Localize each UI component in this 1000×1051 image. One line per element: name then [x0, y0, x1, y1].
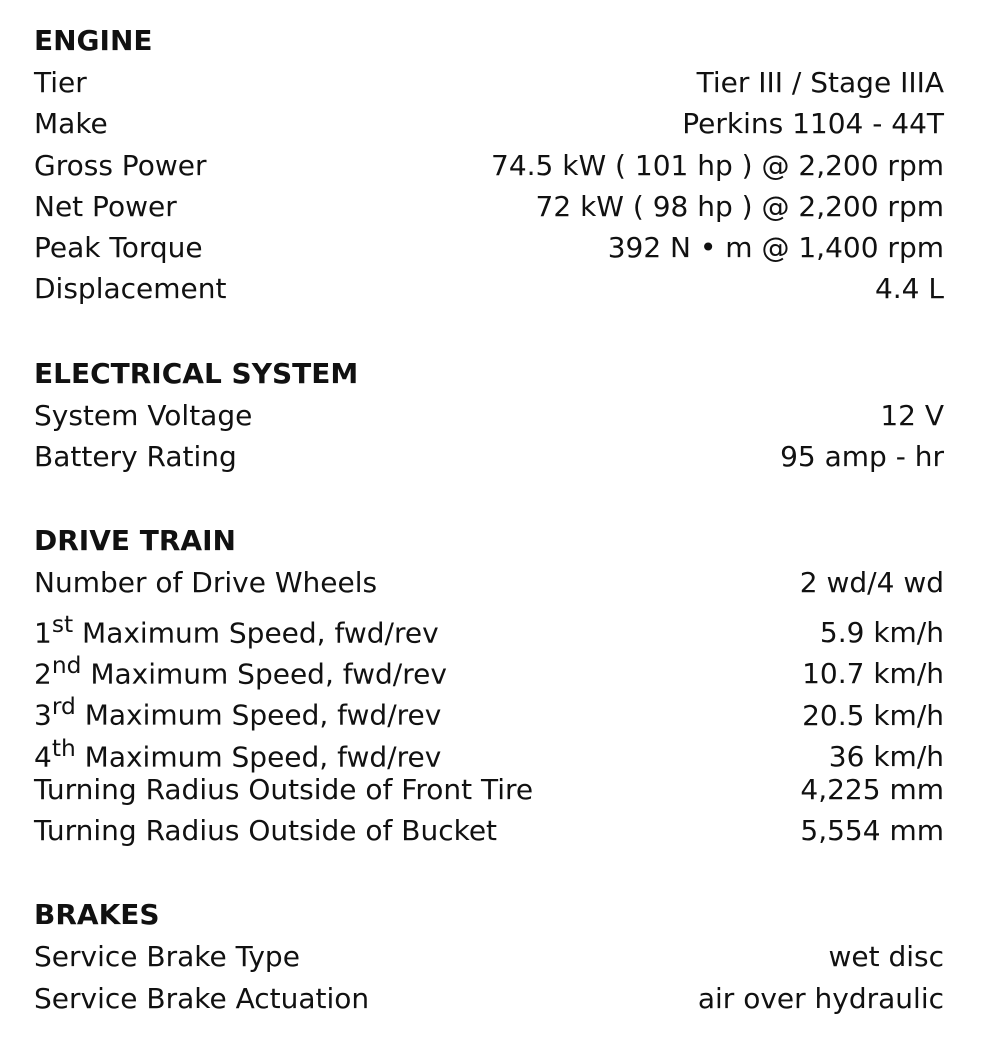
spec-label: System Voltage	[34, 398, 253, 432]
spec-label-text: Maximum Speed, fwd/rev	[81, 657, 447, 691]
spec-row	[34, 436, 944, 477]
spec-label-text: Maximum Speed, fwd/rev	[73, 616, 439, 649]
ordinal-number: 2	[34, 657, 52, 691]
spec-row	[34, 645, 944, 691]
spec-value: wet disc	[828, 940, 944, 974]
section-brakes	[34, 894, 944, 1019]
spec-label: Service Brake Actuation	[34, 981, 370, 1015]
ordinal-suffix: nd	[51, 650, 82, 679]
ordinal-number: 1	[34, 616, 52, 649]
spec-row	[34, 62, 944, 103]
section-title: DRIVE TRAIN	[34, 524, 236, 558]
section-title: ENGINE	[34, 24, 153, 57]
spec-value: 36 km/h	[828, 739, 944, 773]
spec-label-text: Maximum Speed, fwd/rev	[75, 698, 442, 732]
spec-value: 2 wd/4 wd	[799, 566, 944, 600]
ordinal-suffix: rd	[51, 692, 76, 721]
spec-value: air over hydraulic	[697, 981, 944, 1015]
spec-value: Tier III / Stage IIIA	[696, 66, 944, 99]
spec-value: Perkins 1104 - 44T	[682, 107, 944, 141]
spec-label: Number of Drive Wheels	[34, 566, 378, 600]
spec-label: Turning Radius Outside of Bucket	[34, 814, 498, 848]
spec-label: Gross Power	[34, 148, 207, 182]
ordinal-suffix: th	[51, 733, 76, 762]
spec-label: Peak Torque	[34, 231, 203, 265]
spec-row	[34, 978, 944, 1019]
spec-row	[34, 936, 944, 977]
spec-value: 74.5 kW ( 101 hp ) @ 2,200 rpm	[491, 148, 944, 182]
spec-value: 4.4 L	[874, 272, 944, 306]
spec-row	[34, 268, 944, 309]
spec-label: Make	[34, 107, 108, 141]
spec-label: Battery Rating	[34, 440, 237, 474]
spec-value: 5.9 km/h	[819, 616, 944, 649]
spec-row	[34, 562, 944, 603]
ordinal-number: 4	[34, 739, 52, 773]
spec-value: 12 V	[880, 398, 944, 432]
spec-row	[34, 186, 944, 227]
spec-sheet	[34, 20, 944, 1019]
spec-label: Displacement	[34, 272, 227, 306]
spec-row	[34, 145, 944, 186]
section-drive-train	[34, 520, 944, 851]
spec-row	[34, 604, 944, 649]
spec-value: 4,225 mm	[800, 772, 944, 806]
spec-value: 10.7 km/h	[802, 657, 944, 691]
ordinal-suffix: st	[51, 609, 74, 638]
spec-row	[34, 103, 944, 144]
spec-value: 95 amp - hr	[780, 440, 944, 474]
spec-label: Service Brake Type	[34, 940, 300, 974]
spec-row	[34, 227, 944, 268]
spec-value: 72 kW ( 98 hp ) @ 2,200 rpm	[535, 189, 944, 223]
spec-row	[34, 769, 944, 810]
spec-value: 5,554 mm	[800, 814, 944, 848]
spec-value: 392 N • m @ 1,400 rpm	[607, 231, 944, 265]
spec-label: Tier	[34, 66, 87, 99]
section-engine	[34, 20, 944, 310]
spec-row	[34, 395, 944, 436]
section-title: ELECTRICAL SYSTEM	[34, 356, 359, 390]
section-electrical-system	[34, 353, 944, 478]
spec-row	[34, 810, 944, 851]
spec-label: Net Power	[34, 189, 177, 223]
spec-label: Turning Radius Outside of Front Tire	[34, 772, 534, 806]
section-title: BRAKES	[34, 898, 160, 932]
ordinal-number: 3	[34, 698, 52, 732]
spec-label-text: Maximum Speed, fwd/rev	[75, 739, 442, 773]
spec-value: 20.5 km/h	[802, 698, 944, 732]
